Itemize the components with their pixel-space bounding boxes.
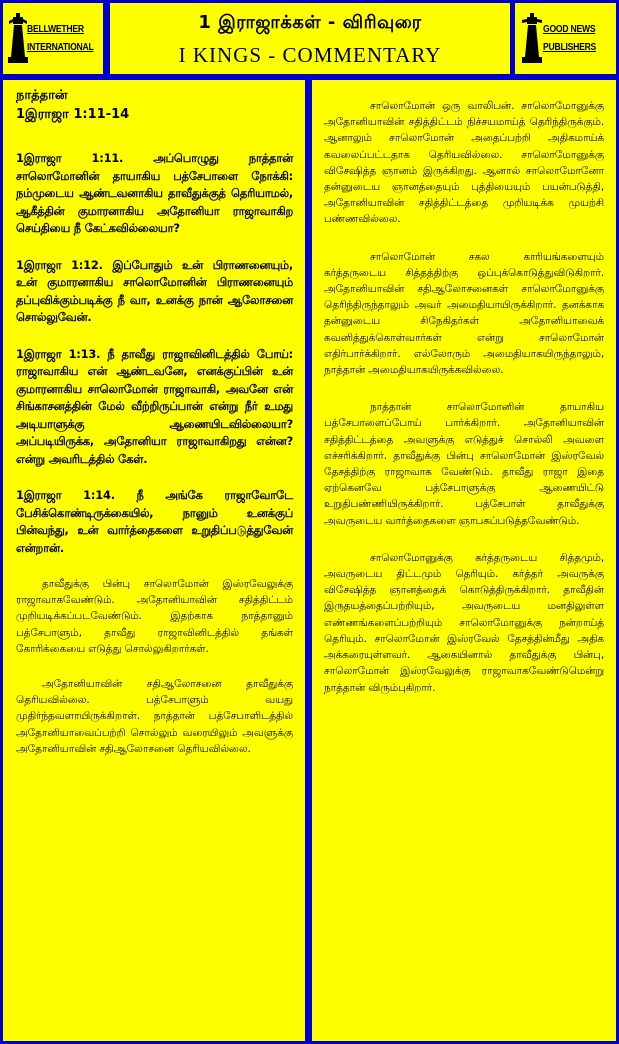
logo-left-line2: INTERNATIONAL [27, 41, 94, 53]
page-title-tamil: 1 இராஜாக்கள் - விரிவுரை [198, 12, 422, 33]
bellwether-logo [3, 3, 103, 74]
lighthouse-icon [7, 13, 29, 65]
section-reference: 1இராஜா 1:11-14 [16, 107, 130, 122]
commentary-paragraph: அதோனியாவின் சதிஆலோசனை தாவீதுக்கு தெரியவில்லை. பத்சேபாளும் வயது முதிர்ந்தவளாயிருக்கிறாள். நாத்தான் பத்சேபாளிடத்தில் அதோனியாவைப்பற்றி சொல்லும் வரையிலும் அவளுக்கு அதோனியாவின் சதிஆலோசனை தெரியவில்லை. [16, 678, 293, 755]
left-column [3, 80, 305, 1041]
page-title-english: I KINGS - COMMENTARY [178, 43, 442, 67]
logo-right-line2: PUBLISHERS [543, 41, 597, 53]
right-column [312, 80, 616, 1041]
commentary-paragraph: நாத்தான் சாலொமோனின் தாயாகிய பத்சேபாளைப்போய் பார்க்கிறார். அதோனியாவின் சதித்திட்டத்தை அவளுக்கு எடுத்துச் சொல்லி அவளை எச்சரிக்கிறார். தாவீதுக்கு பின்பு சாலொமோன் இஸ்ரவேல் தேசத்திற்கு ராஜாவாக வேண்டும். தாவீது ராஜா இதை ஏற்கெனவே பத்சேபாளுக்கு ஆணையிட்டு உறுதிபண்ணியிருக்கிறார். பத்சேபாள் தாவீதுக்கு அவருடைய வார்த்தைகளை ஞாபகப்படுத்தவேண்டும். [324, 401, 604, 527]
verse-text: 1இராஜா 1:13. நீ தாவீது ராஜாவினிடத்தில் போய்: ராஜாவாகிய என் ஆண்டவனே, எனக்குப்பின் உன் குமாரனாகிய சாலொமோன் ராஜாவாகி, அவனே என் சிங்காசனத்தின் மேல் வீற்றிருப்பான் என்று நீர் உமது அடியாளுக்கு ஆணையிடவில்லையா? அப்படியிருக்க, அதோனியா ராஜாவாகிறது என்ன? என்று அவரிடத்தில் கேள். [16, 346, 293, 466]
verse-text: 1இராஜா 1:12. இப்போதும் உன் பிராணனையும், உன் குமாரனாகிய சாலொமோனின் பிராணனையும் தப்புவிக்கும்படிக்கு நீ வா, உனக்கு நான் ஆலோசனை சொல்லுவேன். [16, 257, 293, 324]
title-box [110, 3, 510, 74]
commentary-paragraph: சாலொமோன் ஒரு வாலிபன். சாலொமோனுக்கு அதோனியாவின் சதித்திட்டம் நிச்சயமாய்த் தெரிந்திருக்கும். ஆனாலும் சாலொமோன் அதைப்பற்றி அதிகமாய்க் கவலைப்பட்டதாக தெரியவில்லை. சாலொமோனுக்கு விசேஷித்த ஞானம் இருக்கிறது. ஆனால் சாலொமோனோ தன்னுடைய ஞானத்தையும் புத்தியையும் பயன்படுத்தி, அதோனியாவின் சதித்திட்டத்தை முறியடிக்க முயற்சி பண்ணவில்லை. [324, 100, 604, 226]
verse-text: 1இராஜா 1:14. நீ அங்கே ராஜாவோடே பேசிக்கொண்டிருக்கையில், நானும் உனக்குப் பின்வந்து, உன் வார்த்தைகளை உறுதிப்படுத்துவேன் என்றான். [16, 488, 293, 555]
lighthouse-icon [520, 13, 544, 65]
good-news-logo [515, 3, 616, 74]
commentary-paragraph: சாலொமோனுக்கு கர்த்தருடைய சித்தமும், அவருடைய திட்டமும் தெரியும். கர்த்தர் அவருக்கு விசேஷித்த ஞானத்தைக் கொடுத்திருக்கிறார். தாவீதின் இருதயத்தைப்பற்றியும், அவருடைய மனதிலுள்ள எண்ணங்களைப்பற்றியும் சாலொமோனுக்கு நன்றாய்த் தெரியும். சாலொமோன் இஸ்ரவேல் தேசத்தின்மீது அதிக அக்கரையுள்ளவர். ஆகையினால் தாவீதுக்கு பின்பு, சாலொமோன் இஸ்ரவேலுக்கு ராஜாவாகவேண்டுமென்று நாத்தான் விரும்புகிறார். [324, 551, 604, 694]
verse-text: 1இராஜா 1:11. அப்பொழுது நாத்தான் சாலொமோனின் தாயாகிய பத்சேபாளை நோக்கி: நம்முடைய ஆண்டவனாகிய தாவீதுக்குத் தெரியாமல், ஆகீத்தின் குமாரனாகிய அதோனியா ராஜாவாகிற செய்தியை நீ கேட்கவில்லையா? [16, 151, 293, 235]
commentary-paragraph: தாவீதுக்கு பின்பு சாலொமோன் இஸ்ரவேலுக்கு ராஜாவாகவேண்டும். அதோனியாவின் சதித்திட்டம் முறியடிக்கப்படவேண்டும். இதற்காக நாத்தானும் பத்சேபாளும், தாவீது ராஜாவினிடத்தில் தங்கள் கோரிக்கையை எடுத்து சொல்லுகிறார்கள். [16, 578, 293, 655]
logo-left-line1: BELLWETHER [27, 23, 84, 35]
section-heading: நாத்தான் [16, 88, 68, 103]
logo-right-line1: GOOD NEWS [543, 23, 596, 35]
commentary-paragraph: சாலொமோன் சகல காரியங்களையும் கர்த்தருடைய சித்தத்திற்கு ஒப்புக்கொடுத்துவிடுகிறார். அதோனியாவின் சதிஆலோசனைகள் சாலொமோனுக்கு தெரிந்திருந்தாலும் அவர் அமைதியாயிருக்கிறார். தனக்காக தன்னுடைய சிநேகிதர்கள் அதோனியாவைக் கவனித்துக்கொள்வார்கள் என்று சாலொமோன் எதிர்பார்க்கிறார். எல்லோரும் அமைதியாகயிருந்தாலும், நாத்தான் அமைதியாகயிருக்கவில்லை. [324, 250, 604, 377]
